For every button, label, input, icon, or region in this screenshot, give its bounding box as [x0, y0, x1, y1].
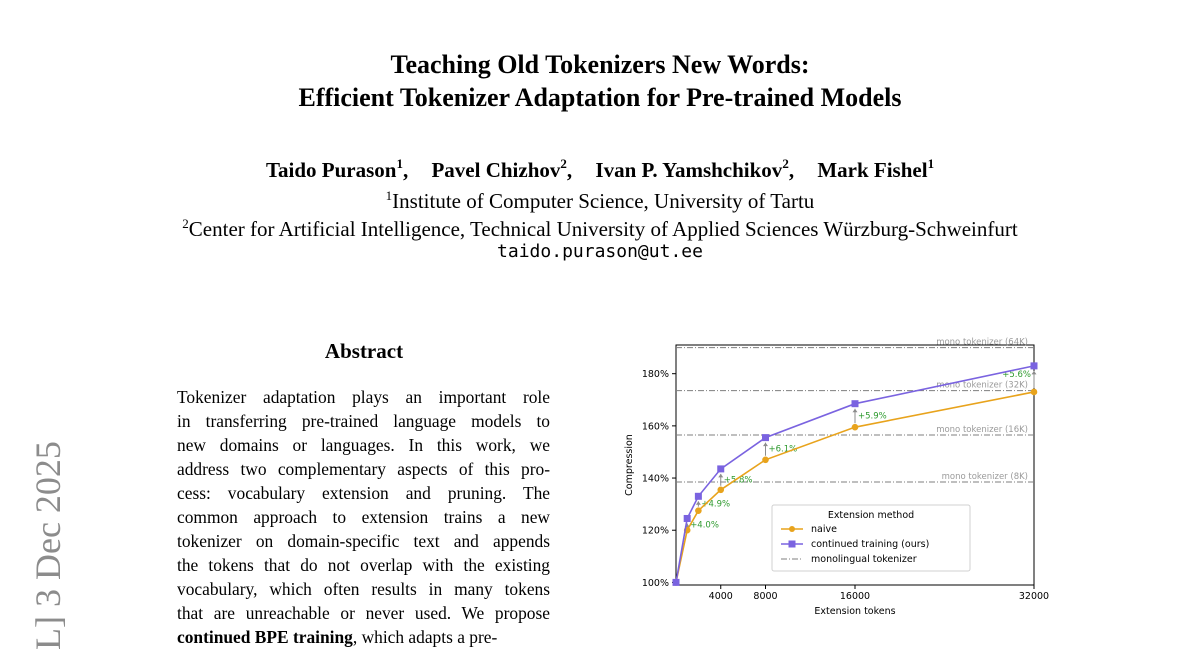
gain-arrowhead: [1032, 371, 1037, 375]
series-point: [1031, 389, 1038, 396]
legend-title: Extension method: [827, 510, 915, 521]
abstract-line: that are unreachable or never used. We propose: [177, 603, 550, 623]
abstract-line: Tokenizer adaptation plays an important role: [177, 387, 550, 407]
series-point: [1031, 362, 1038, 369]
abstract-line: new domains or languages. In this work, we: [177, 435, 550, 455]
paper-title-line-2: Efficient Tokenizer Adaptation for Pre-trained Models: [298, 83, 902, 112]
gain-label: +5.6%: [1002, 369, 1031, 380]
affiliation-1: $^1$Institute of Computer Science, University of Tartu: [385, 188, 815, 213]
abstract-line: common approach to extension trains a new: [177, 507, 550, 527]
legend-swatch-marker: [789, 526, 795, 532]
author: Mark Fishel$^1$: [817, 156, 935, 182]
x-tick-label: 4000: [708, 591, 733, 602]
gain-arrowhead: [853, 409, 858, 413]
series-point: [695, 493, 702, 500]
gain-arrowhead: [763, 443, 768, 447]
affiliation-2: $^2$Center for Artificial Intelligence, Technical University of Applied Sciences Würzburg-Schweinfurt: [182, 216, 1018, 241]
gain-label: +5.9%: [858, 411, 887, 422]
paper-title-line-1: Teaching Old Tokenizers New Words:: [390, 50, 810, 79]
x-tick-label: 16000: [839, 591, 871, 602]
gain-label: +5.8%: [723, 475, 753, 486]
x-tick-label: 32000: [1018, 591, 1050, 602]
gain-label: +6.1%: [768, 444, 798, 455]
reference-label: mono tokenizer (8K): [941, 471, 1028, 482]
author: Taido Purason$^1$,: [265, 156, 409, 182]
series-point: [852, 424, 859, 431]
gain-label: +4.9%: [701, 499, 731, 510]
series-point: [695, 507, 702, 514]
legend-entry: naive: [811, 524, 837, 535]
author: Ivan P. Yamshchikov$^2$,: [595, 156, 795, 182]
series-point: [852, 400, 859, 407]
y-tick-label: 180%: [641, 369, 669, 381]
y-tick-label: 160%: [641, 421, 669, 433]
legend-entry: monolingual tokenizer: [811, 554, 917, 565]
reference-label: mono tokenizer (32K): [936, 380, 1028, 391]
y-tick-label: 100%: [641, 577, 669, 589]
series-point: [673, 579, 680, 586]
series-point: [762, 434, 769, 441]
abstract-line: address two complementary aspects of this pro-: [177, 459, 550, 479]
x-tick-label: 8000: [753, 591, 778, 602]
author: Pavel Chizhov$^2$,: [431, 156, 573, 182]
y-tick-label: 140%: [641, 473, 669, 485]
series-point: [684, 515, 691, 522]
arxiv-stamp: L] 3 Dec 2025: [28, 441, 68, 650]
contact-email[interactable]: taido.purason@ut.ee: [497, 241, 703, 262]
gain-arrowhead: [718, 474, 723, 478]
reference-label: mono tokenizer (16K): [936, 425, 1028, 435]
series-point: [717, 465, 724, 472]
series-point: [717, 486, 724, 493]
y-tick-label: 120%: [641, 525, 669, 537]
abstract-line: the tokens that do not overlap with the existing: [177, 555, 550, 575]
abstract-heading: Abstract: [324, 339, 404, 363]
compression-chart: [618, 335, 1058, 625]
abstract-line: vocabulary, which often results in many tokens: [177, 579, 550, 599]
y-axis-label: Compression: [624, 434, 635, 496]
abstract-line: continued BPE training, which adapts a pre-: [177, 627, 498, 647]
abstract-line: cess: vocabulary extension and pruning. The: [177, 483, 550, 503]
gain-label: +4.0%: [690, 520, 719, 531]
x-axis-label: Extension tokens: [814, 606, 896, 617]
reference-label: mono tokenizer (64K): [936, 337, 1028, 348]
legend-entry: continued training (ours): [811, 539, 930, 550]
series-point: [762, 456, 769, 463]
abstract-line: tokenizer on domain-specific text and appends: [177, 531, 550, 551]
gain-arrowhead: [696, 501, 701, 505]
legend-swatch-marker: [789, 541, 796, 548]
abstract-line: in transferring pre-trained language models to: [177, 411, 550, 431]
author-list: [0, 151, 1200, 184]
